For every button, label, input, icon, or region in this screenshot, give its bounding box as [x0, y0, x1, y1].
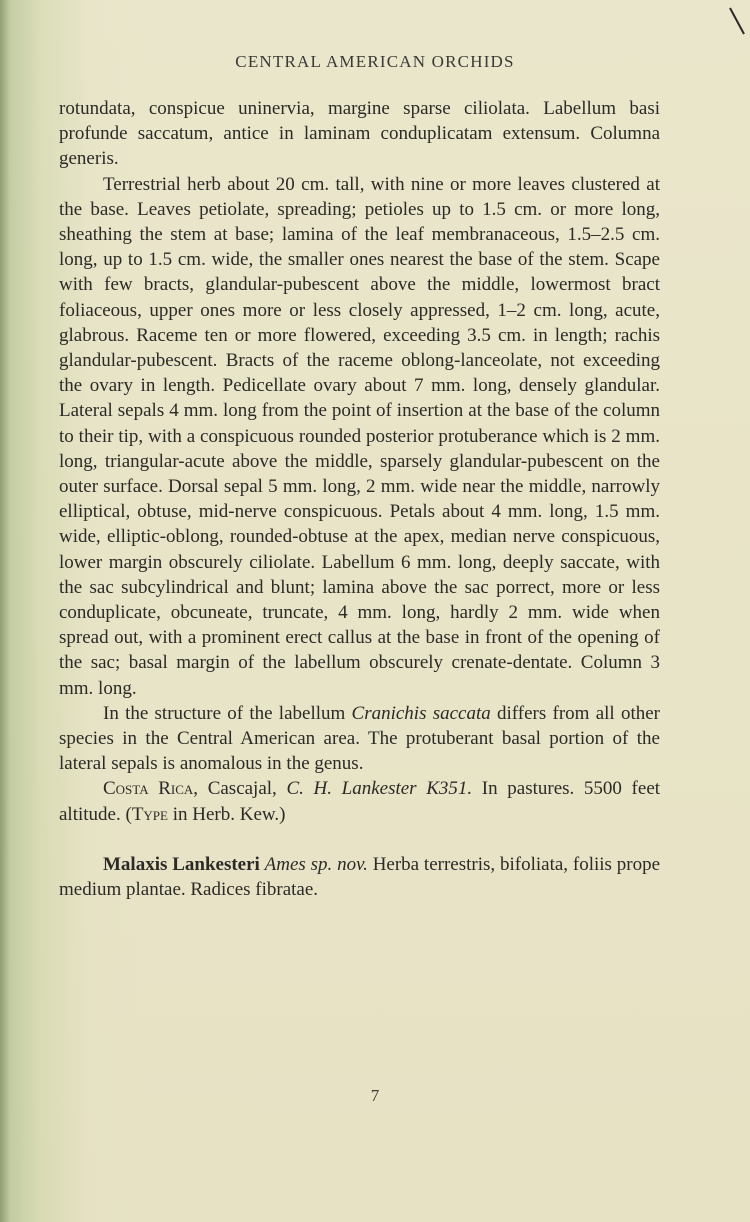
paragraph — [59, 172, 660, 701]
page-corner-mark — [726, 6, 748, 36]
text-run: Malaxis Lankesteri — [103, 853, 260, 875]
text-run: Type — [131, 803, 168, 825]
text-run: In pastures. 5500 feet altitude. ( — [59, 778, 661, 825]
text-run: Cranichis saccata — [351, 702, 491, 724]
text-run: In the structure of the labellum — [103, 702, 352, 724]
paragraph — [59, 96, 660, 172]
paragraph — [59, 701, 660, 777]
paragraph — [59, 776, 660, 826]
text-run: Herba terrestris, bifoliata, foliis prope medium plantae. Radices fibratae. — [59, 853, 661, 901]
running-head: CENTRAL AMERICAN ORCHIDS — [235, 52, 515, 71]
text-run: in Herb. Kew.) — [167, 803, 286, 825]
body-text — [59, 96, 660, 902]
text-run: differs from all other species in the Central American area. The protuberant basal portion of the lateral sepals is anomalous in the genus. — [59, 702, 660, 775]
text-run: Costa Rica — [103, 778, 194, 800]
text-run: C. H. Lankester K351. — [286, 778, 473, 800]
text-run: , Cascajal, — [193, 778, 287, 800]
text-run: Ames sp. nov. — [264, 853, 368, 875]
text-run: rotundata, conspicue uninervia, margine sparse ciliolata. Labellum basi profunde saccatum, antice in laminam conduplicatam extensum. Columna generis. — [59, 98, 660, 170]
spine-shadow — [0, 0, 10, 1222]
text-run: Terrestrial herb about 20 cm. tall, with nine or more leaves clustered at the base. Leaves petiolate, spreading; petioles up to 1.5 cm. or more long, sheathing the stem at base; lamina of the leaf membranaceous, 1.5–2.5 cm. long, up to 1.5 cm. wide, the smaller ones nearest the base of the stem. Scape with few bracts, glandular-pubescent above the middle, lowermost bract foliaceous, upper ones more or less closely appressed, 1–2 cm. long, acute, glabrous. Raceme ten or more flowered, exceeding 3.5 cm. in length; rachis glandular-pubescent. Bracts of the raceme oblong-lanceolate, not exceeding the ovary in length. Pedicellate ovary about 7 mm. long, densely glandular. Lateral sepals 4 mm. long from the point of insertion at the base of the column to their tip, with a conspicuous rounded posterior protuberance which is 2 mm. long, triangular-acute above the middle, sparsely glandular-pubescent on the outer surface. Dorsal sepal 5 mm. long, 2 mm. wide near the middle, narrowly elliptical, obtuse, mid-nerve conspicuous. Petals about 4 mm. long, 1.5 mm. wide, elliptic-oblong, rounded-obtuse at the apex, median nerve conspicuous, lower margin obscurely ciliolate. Labellum 6 mm. long, deeply saccate, with the sac subcylindrical and blunt; lamina above the sac porrect, more or less conduplicate, obcuneate, truncate, 4 mm. long, hardly 2 mm. wide when spread out, with a prominent erect callus at the base in front of the opening of the sac; basal margin of the labellum obscurely crenate-dentate. Column 3 mm. long. — [59, 173, 660, 699]
paragraph — [59, 852, 660, 902]
page-number: 7 — [370, 1086, 380, 1105]
